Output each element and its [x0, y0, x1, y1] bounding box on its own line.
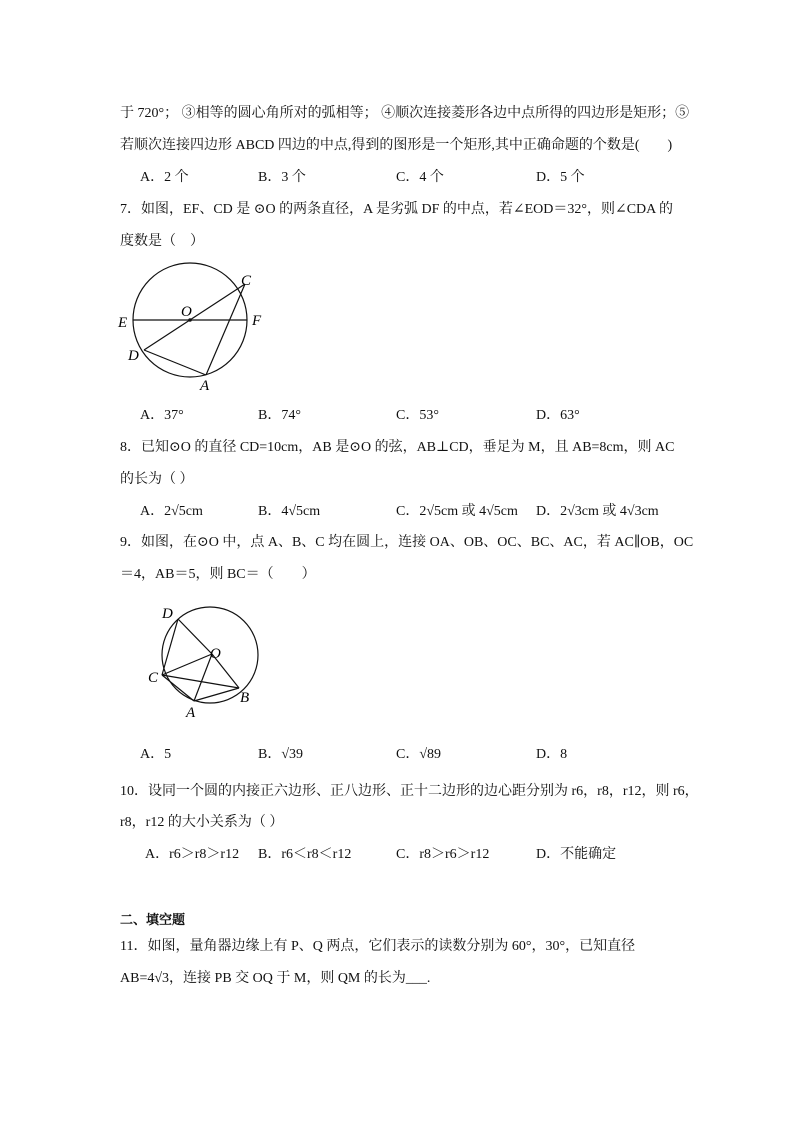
q7-label-f: F — [252, 313, 262, 329]
q7-line2: 度数是（ ） — [120, 234, 204, 249]
q9-label-a: A — [186, 705, 196, 721]
q6-option-b[interactable]: B．3 个 — [258, 170, 306, 185]
q9-option-a[interactable]: A．5 — [140, 747, 172, 762]
q7-label-c: C — [241, 273, 252, 289]
q7-diameter-cd — [144, 284, 245, 350]
q7-chord-da — [144, 350, 206, 375]
q9-label-o: O — [210, 646, 221, 662]
q9-segment-ca — [162, 675, 194, 701]
q7-chord-ca — [206, 284, 245, 375]
q8-option-d[interactable]: D．2√3cm 或 4√3cm — [536, 504, 659, 519]
q9-option-c[interactable]: C．√89 — [396, 747, 442, 762]
q9-circle-figure — [140, 600, 280, 724]
q6-option-c[interactable]: C．4 个 — [396, 170, 444, 185]
q7-circle-figure — [112, 262, 282, 394]
q8-option-b[interactable]: B．4√5cm — [258, 504, 321, 519]
q7-label-e: E — [118, 315, 128, 331]
q7-line1: 7．如图，EF、CD 是 ⊙O 的两条直径，A 是劣弧 DF 的中点，若∠EOD＝32°，则∠CDA 的 — [120, 202, 673, 217]
q10-option-c[interactable]: C．r8＞r6＞r12 — [396, 847, 490, 862]
q10-option-d[interactable]: D．不能确定 — [536, 847, 617, 862]
q7-label-d: D — [128, 348, 139, 364]
q9-label-c: C — [148, 670, 159, 686]
section-heading-fill-in: 二、填空题 — [120, 912, 186, 927]
q6-line1: 于 720°； ③相等的圆心角所对的弧相等； ④顺次连接菱形各边中点所得的四边形是矩形；⑤ — [120, 106, 690, 121]
q7-option-a[interactable]: A．37° — [140, 408, 184, 423]
q11-line1: 11．如图，量角器边缘上有 P、Q 两点，它们表示的读数分别为 60°，30°，已知直径 — [120, 939, 636, 954]
q6-option-d[interactable]: D．5 个 — [536, 170, 585, 185]
q7-label-a: A — [200, 378, 210, 394]
q10-option-b[interactable]: B．r6＜r8＜r12 — [258, 847, 352, 862]
q9-segment-do — [178, 619, 212, 654]
q9-line1: 9．如图，在⊙O 中，点 A、B、C 均在圆上，连接 OA、OB、OC、BC、AC，若 AC∥OB，OC — [120, 535, 694, 550]
q8-line1: 8．已知⊙O 的直径 CD=10cm，AB 是⊙O 的弦，AB⊥CD，垂足为 M，且 AB=8cm，则 AC — [120, 440, 675, 455]
q10-line1: 10．设同一个圆的内接正六边形、正八边形、正十二边形的边心距分别为 r6，r8，r12，则 r6， — [120, 784, 699, 799]
q8-option-a[interactable]: A．2√5cm — [140, 504, 203, 519]
q10-line2: r8，r12 的大小关系为（ ） — [120, 815, 284, 830]
q9-line2: ＝4，AB＝5，则 BC＝（ ） — [120, 567, 316, 582]
q8-option-c[interactable]: C．2√5cm 或 4√5cm — [396, 504, 518, 519]
q6-option-a[interactable]: A．2 个 — [140, 170, 189, 185]
q7-label-o: O — [181, 304, 192, 320]
q9-label-b: B — [240, 690, 250, 706]
q6-line2: 若顺次连接四边形 ABCD 四边的中点,得到的图形是一个矩形,其中正确命题的个数是( ) — [120, 138, 673, 153]
q9-label-d: D — [162, 606, 173, 622]
q9-segment-oc — [162, 654, 212, 675]
q10-option-a[interactable]: A．r6＞r8＞r12 — [145, 847, 240, 862]
q7-option-c[interactable]: C．53° — [396, 408, 439, 423]
q7-option-d[interactable]: D．63° — [536, 408, 580, 423]
q9-option-d[interactable]: D．8 — [536, 747, 568, 762]
q7-option-b[interactable]: B．74° — [258, 408, 301, 423]
q9-segment-ab — [194, 688, 239, 701]
q11-line2: AB=4√3，连接 PB 交 OQ 于 M，则 QM 的长为___. — [120, 971, 431, 986]
q8-line2: 的长为（ ） — [120, 472, 194, 487]
q9-option-b[interactable]: B．√39 — [258, 747, 304, 762]
